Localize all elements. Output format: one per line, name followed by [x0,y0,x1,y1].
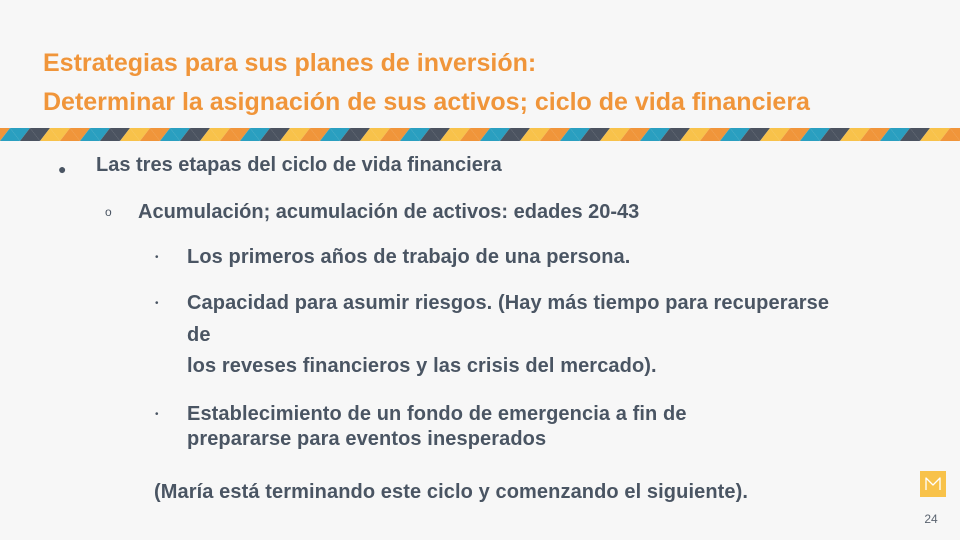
bullet-item-1: Los primeros años de trabajo de una persona. [187,246,631,268]
bullet-level2-text: Acumulación; acumulación de activos: edades 20-43 [138,201,640,223]
bullet-item-3-line-1: Establecimiento de un fondo de emergencia a fin de [187,403,687,425]
bullet-level3-icon: • [155,298,159,309]
note-text: (María está terminando este ciclo y comenzando el siguiente). [154,481,749,503]
title-line-1: Estrategias para sus planes de inversión: [43,49,537,77]
bullet-level1-text: Las tres etapas del ciclo de vida financiera [96,154,502,176]
bullet-item-2-line-1: Capacidad para asumir riesgos. (Hay más tiempo para recuperarse [187,292,830,314]
bullet-level2-icon: o [105,205,112,219]
title-line-2: Determinar la asignación de sus activos; ciclo de vida financiera [43,88,810,116]
page-number: 24 [924,512,938,526]
m-logo-icon [920,471,946,497]
bullet-level3-icon: • [155,409,159,420]
bullet-item-2-line-2: de [187,324,211,346]
bullet-item-2-line-3: los reveses financieros y las crisis del mercado). [187,355,657,377]
bullet-level1-icon: ● [58,161,67,177]
bullet-level3-icon: • [155,252,159,263]
bullet-item-3-line-2: prepararse para eventos inesperados [187,428,547,450]
